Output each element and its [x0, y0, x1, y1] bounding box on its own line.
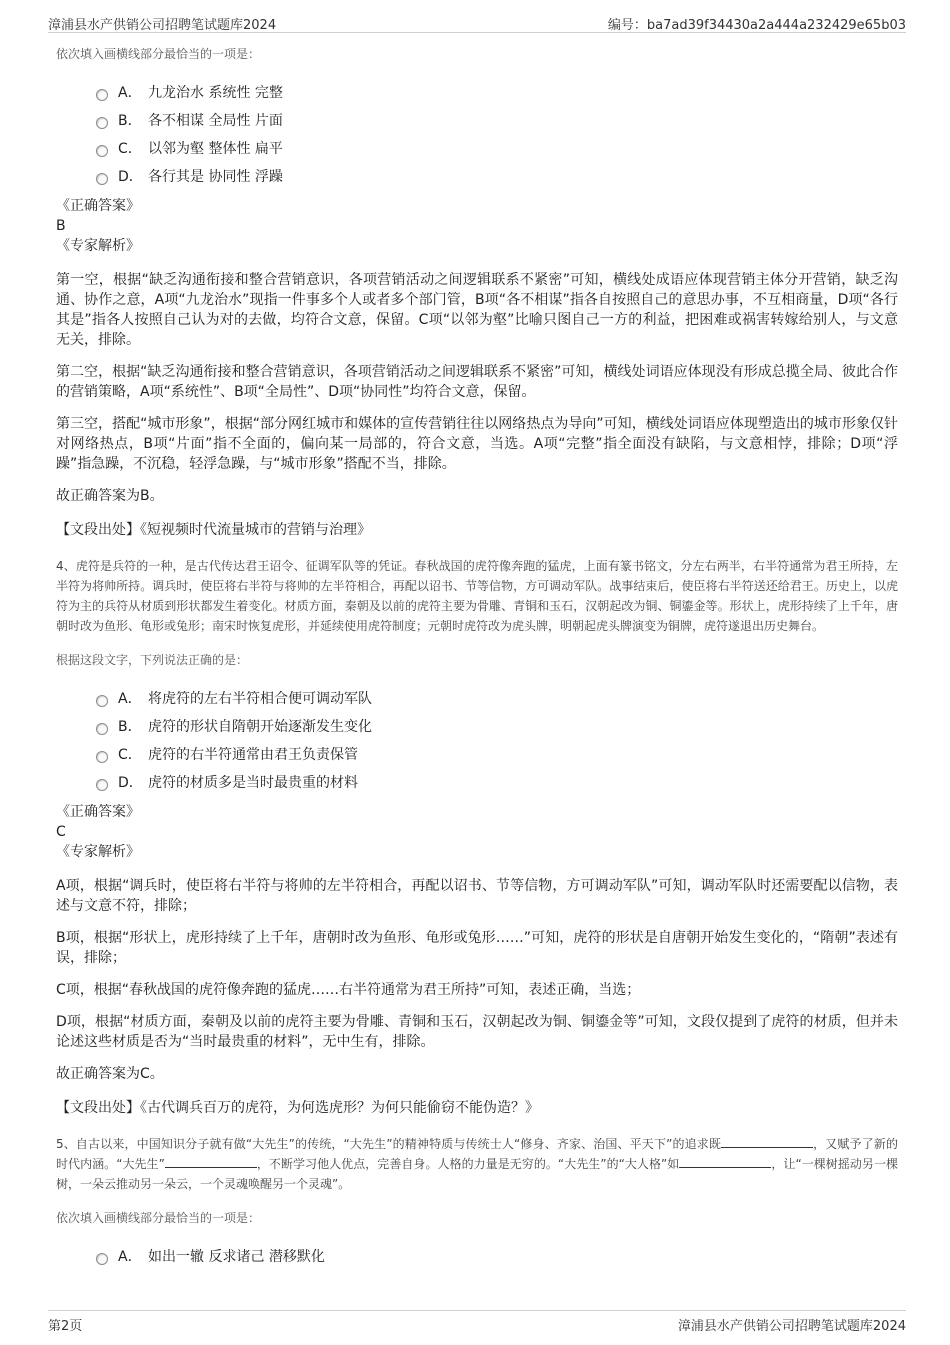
q3-analysis-paragraph: 第一空，根据“缺乏沟通衔接和整合营销意识，各项营销活动之间逻辑联系不紧密”可知，横线处成语应体现营销主体分开营销，缺乏沟通、协作之意，A项“九龙治水”现指一件事多个人或者多个部门管，B项“各不相谋”指各自按照自己的意思办事，不互相商量，D项“各行其是”指各人按照自己认为对的去做，均符合文意，保留。C项“以邻为壑”比喻只图自己一方的利益，把困难或祸害转嫁给别人，与文意无关，排除。 [56, 272, 898, 348]
q3-conclusion: 故正确答案为B。 [56, 488, 164, 504]
option-text: 如出一辙 反求诸己 潜移默化 [148, 1249, 325, 1265]
option-text: 虎符的材质多是当时最贵重的材料 [148, 775, 358, 791]
option-text: 虎符的右半符通常由君王负责保管 [148, 747, 358, 763]
q5-text-part: ，不断学习他人优点，完善自身。人格的力量是无穷的。“大先生”的“大人格”如 [256, 1157, 680, 1171]
option-letter: D． [118, 169, 143, 185]
q4-analysis-paragraph: B项，根据“形状上，虎形持续了上千年，唐朝时改为鱼形、龟形或兔形……”可知，虎符的形状是自唐朝开始发生变化的，“隋朝”表述有误，排除； [56, 930, 898, 966]
q4-conclusion: 故正确答案为C。 [56, 1066, 164, 1082]
option-letter: A． [118, 691, 142, 707]
q3-answer: B [56, 218, 66, 234]
fill-blank [165, 1155, 257, 1168]
q3-analysis-paragraph: 第三空，搭配“城市形象”，根据“部分网红城市和媒体的宣传营销往往以网络热点为导向”可知，横线处词语应体现塑造出的城市形象仅针对网络热点，B项“片面”指不全面的，偏向某一局部的，符合文意，当选。A项“完整”指全面没有缺陷，与文意相悖，排除；D项“浮躁”指急躁，不沉稳，轻浮急躁，与“城市形象”搭配不当，排除。 [56, 416, 898, 472]
q5-text-part: 5、自古以来，中国知识分子就有做“大先生”的传统，“大先生”的精神特质与传统士人“修身、齐家、治国、平天下”的追求既 [56, 1137, 721, 1151]
q4-option-b[interactable] [96, 712, 898, 740]
q5-options [96, 1242, 898, 1270]
q4-option-a[interactable] [96, 684, 898, 712]
q4-source: 【文段出处】《古代调兵百万的虎符，为何选虎形？为何只能偷窃不能伪造？》 [56, 1100, 539, 1116]
header-code-value: ba7ad39f34430a2a444a232429e65b03 [646, 18, 906, 33]
radio-icon[interactable] [96, 173, 108, 185]
q4-options [96, 684, 898, 796]
header-code [608, 14, 906, 33]
option-text: 各不相谋 全局性 片面 [148, 113, 283, 129]
radio-icon[interactable] [96, 695, 108, 707]
q3-answer-label: 《正确答案》 [56, 198, 140, 214]
q4-analysis-paragraph: A项，根据“调兵时，使臣将右半符与将帅的左半符相合，再配以诏书、节等信物，方可调动军队”可知，调动军队时还需要配以信物，表述与文意不符，排除； [56, 878, 898, 914]
q3-analysis-label: 《专家解析》 [56, 238, 140, 254]
option-text: 虎符的形状自隋朝开始逐渐发生变化 [148, 719, 372, 735]
option-text: 以邻为壑 整体性 扁平 [148, 141, 283, 157]
page-header [48, 12, 906, 33]
radio-icon[interactable] [96, 723, 108, 735]
q3-options [96, 78, 898, 190]
option-text: 九龙治水 系统性 完整 [148, 85, 283, 101]
option-letter: C． [118, 747, 142, 763]
q4-option-d[interactable] [96, 768, 898, 796]
option-letter: B． [118, 719, 142, 735]
footer-page-number: 第2页 [48, 1319, 83, 1334]
q4-prompt: 根据这段文字，下列说法正确的是： [56, 653, 249, 667]
q4-answer-label: 《正确答案》 [56, 804, 140, 820]
option-letter: B． [118, 113, 142, 129]
radio-icon[interactable] [96, 89, 108, 101]
q3-source: 【文段出处】《短视频时代流量城市的营销与治理》 [56, 522, 371, 538]
page-footer [48, 1310, 906, 1335]
radio-icon[interactable] [96, 751, 108, 763]
option-letter: A． [118, 85, 142, 101]
q5-text-part: ，又赋予了新的时代内涵。“大先生” [56, 1137, 898, 1171]
q3-prompt: 依次填入画横线部分最恰当的一项是： [56, 47, 261, 61]
q3-option-c[interactable] [96, 134, 898, 162]
footer-title: 漳浦县水产供销公司招聘笔试题库2024 [677, 1319, 906, 1334]
q4-analysis-label: 《专家解析》 [56, 844, 140, 860]
q3-option-a[interactable] [96, 78, 898, 106]
q5-text-part: ，让“一棵树摇动另一棵树，一朵云推动另一朵云，一个灵魂唤醒另一个灵魂”。 [56, 1157, 899, 1191]
q5-prompt: 依次填入画横线部分最恰当的一项是： [56, 1211, 261, 1225]
q5-option-a[interactable] [96, 1242, 898, 1270]
header-title: 漳浦县水产供销公司招聘笔试题库2024 [48, 18, 277, 33]
q3-option-b[interactable] [96, 106, 898, 134]
header-code-label: 编号： [607, 18, 647, 33]
option-letter: A． [118, 1249, 142, 1265]
option-letter: C． [118, 141, 142, 157]
q4-text: 4、虎符是兵符的一种，是古代传达君王诏令、征调军队等的凭证。春秋战国的虎符像奔跑的猛虎，上面有篆书铭文，分左右两半，右半符通常为君王所持，左半符为将帅所持。调兵时，使臣将右半符与将帅的左半符相合，再配以诏书、节等信物，方可调动军队。战事结束后，使臣将右半符送还给君王。历史上，以虎符为主的兵符从材质到形状都发生着变化。材质方面，秦朝及以前的虎符主要为骨雕、青铜和玉石，汉朝起改为铜、铜鎏金等。形状上，虎形持续了上千年，唐朝时改为鱼形、龟形或兔形；南宋时恢复虎形，并延续使用虎符制度；元朝时虎符改为虎头牌，明朝起虎头牌演变为铜牌，虎符遂退出历史舞台。 [56, 559, 898, 633]
option-text: 各行其是 协同性 浮躁 [148, 169, 283, 185]
radio-icon[interactable] [96, 145, 108, 157]
q4-analysis-paragraph: C项，根据“春秋战国的虎符像奔跑的猛虎……右半符通常为君王所持”可知，表述正确，当选； [56, 982, 641, 998]
option-letter: D． [118, 775, 143, 791]
q4-option-c[interactable] [96, 740, 898, 768]
radio-icon[interactable] [96, 117, 108, 129]
q3-analysis-paragraph: 第二空，根据“缺乏沟通衔接和整合营销意识，各项营销活动之间逻辑联系不紧密”可知，横线处词语应体现没有形成总揽全局、彼此合作的营销策略，A项“系统性”、B项“全局性”、D项“协同性”均符合文意，保留。 [56, 364, 898, 400]
q5-text [56, 1134, 898, 1194]
radio-icon[interactable] [96, 779, 108, 791]
radio-icon[interactable] [96, 1253, 108, 1265]
document-content [56, 44, 898, 1276]
q3-option-d[interactable] [96, 162, 898, 190]
option-text: 将虎符的左右半符相合便可调动军队 [148, 691, 372, 707]
fill-blank [679, 1155, 771, 1168]
q4-analysis-paragraph: D项，根据“材质方面，秦朝及以前的虎符主要为骨雕、青铜和玉石，汉朝起改为铜、铜鎏金等”可知，文段仅提到了虎符的材质，但并未论述这些材质是否为“当时最贵重的材料”，无中生有，排除。 [56, 1014, 898, 1050]
q4-answer: C [56, 824, 66, 840]
fill-blank [721, 1135, 813, 1148]
